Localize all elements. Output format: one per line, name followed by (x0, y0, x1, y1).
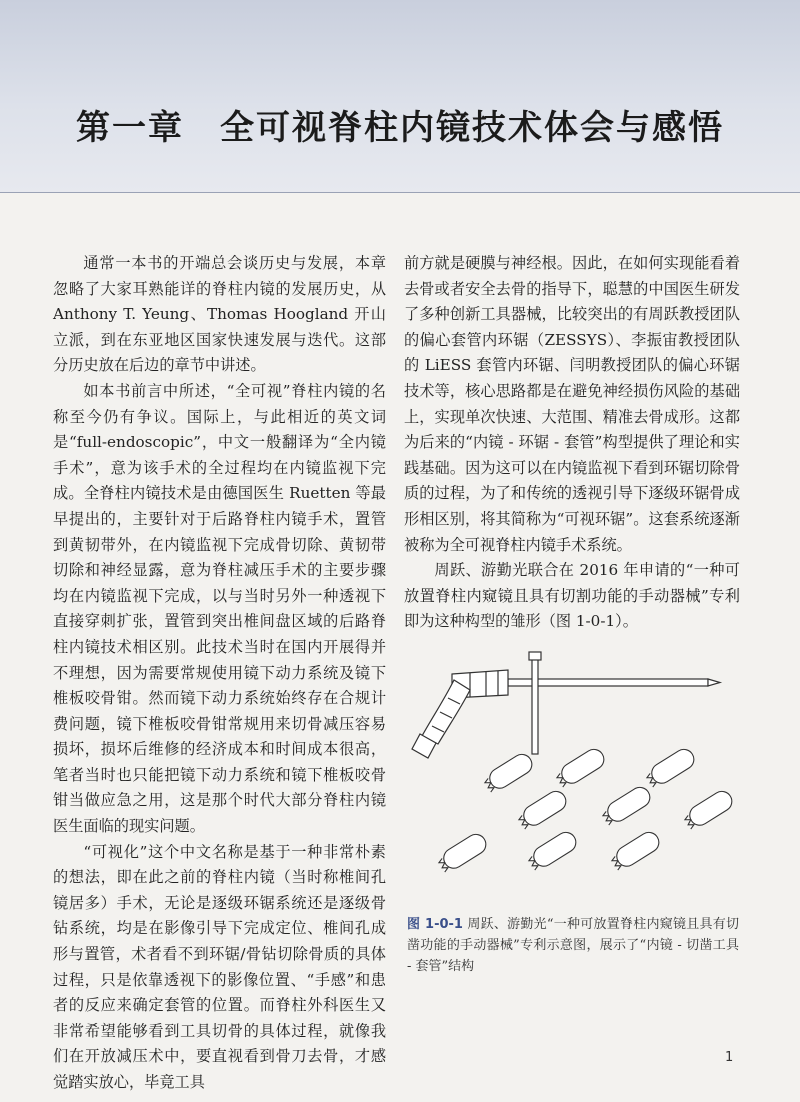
chapter-title (0, 100, 800, 149)
page-number: 1 (725, 1050, 734, 1065)
chapter-title-text: 全可视脊柱内镜技术体会与感悟 (220, 108, 724, 148)
saw-tips-drawing (436, 746, 736, 875)
caption-text: 周跃、游勤光“一种可放置脊柱内窥镜且具有切凿功能的手动器械”专利示意图，展示了“内镜 - 切凿工具 - 套管”结构 (407, 917, 739, 974)
left-column (53, 251, 386, 1096)
right-column (404, 251, 740, 635)
paragraph: 周跃、游勤光联合在 2016 年申请的“一种可放置脊柱内窥镜且具有切割功能的手动器械”专利即为这种构型的雏形（图 1-0-1）。 (404, 561, 740, 631)
paragraph: 前方就是硬膜与神经根。因此，在如何实现能看着去骨或者安全去骨的指导下，聪慧的中国医生研发了多种创新工具器械，比较突出的有周跃教授团队的偏心套管内环锯（ZESSYS）、李振宙教授团队的 LiESS 套管内环锯、闫明教授团队的偏心环锯技术等，核心思路都是在避免神经损伤风险的基础上，实现单次快速、大范围、精准去骨成形。这都为后来的“内镜 - 环锯 - 套管”构型提供了理论和实践基础。因为这可以在内镜监视下看到环锯切除骨质的过程，为了和传统的透视引导下逐级环锯骨成形相区别，将其简称为“可视环锯”。这套系统逐渐被称为全可视脊柱内镜手术系统。 (404, 254, 740, 554)
paragraph: “可视化”这个中文名称是基于一种非常朴素的想法，即在此之前的脊柱内镜（当时称椎间孔镜居多）手术，无论是逐级环锯系统还是逐级骨钻系统，均是在影像引导下完成定位、椎间孔成形与置管，术者看不到环锯/骨钻切除骨质的具体过程，只是依靠透视下的影像位置、“手感”和患者的反应来确定套管的位置。而脊柱外科医生又非常希望能够看到工具切骨的具体过程，就像我们在开放减压术中，要直视看到骨刀去骨，才感觉踏实放心，毕竟工具 (53, 842, 386, 1091)
figure-illustration (408, 640, 738, 900)
chapter-header (0, 0, 800, 193)
paragraph: 通常一本书的开端总会谈历史与发展，本章忽略了大家耳熟能详的脊柱内镜的发展历史，从 Anthony T. Yeung、Thomas Hoogland 开山立派，到在东亚地区国家快速发展与迭代。这部分历史放在后边的章节中讲述。 (53, 254, 386, 375)
figure-caption (407, 914, 739, 977)
figure-label: 图 1-0-1 (407, 917, 463, 932)
instrument-drawing (412, 652, 720, 758)
paragraph: 如本书前言中所述，“全可视”脊柱内镜的名称至今仍有争议。国际上，与此相近的英文词是“full-endoscopic”，中文一般翻译为“全内镜手术”，意为该手术的全过程均在内镜监视下完成。全脊柱内镜技术是由德国医生 Ruetten 等最早提出的，主要针对于后路脊柱内镜手术，置管到黄韧带外，在内镜监视下完成骨切除、黄韧带切除和神经显露，意为脊柱减压手术的主要步骤均在内镜监视下完成，以与当时另外一种透视下直接穿刺扩张，置管到突出椎间盘区域的后路脊柱内镜技术相区别。此技术当时在国内开展得并不理想，因为需要常规使用镜下动力系统及镜下椎板咬骨钳。然而镜下动力系统始终存在合规计费问题，镜下椎板咬骨钳常规用来切骨减压容易损坏，损坏后维修的经济成本和时间成本很高，笔者当时也只能把镜下动力系统和镜下椎板咬骨钳当做应急之用，这是那个时代大部分脊柱内镜医生面临的现实问题。 (53, 381, 386, 836)
chapter-label: 第一章 (76, 108, 184, 148)
patent-drawing (408, 640, 738, 900)
